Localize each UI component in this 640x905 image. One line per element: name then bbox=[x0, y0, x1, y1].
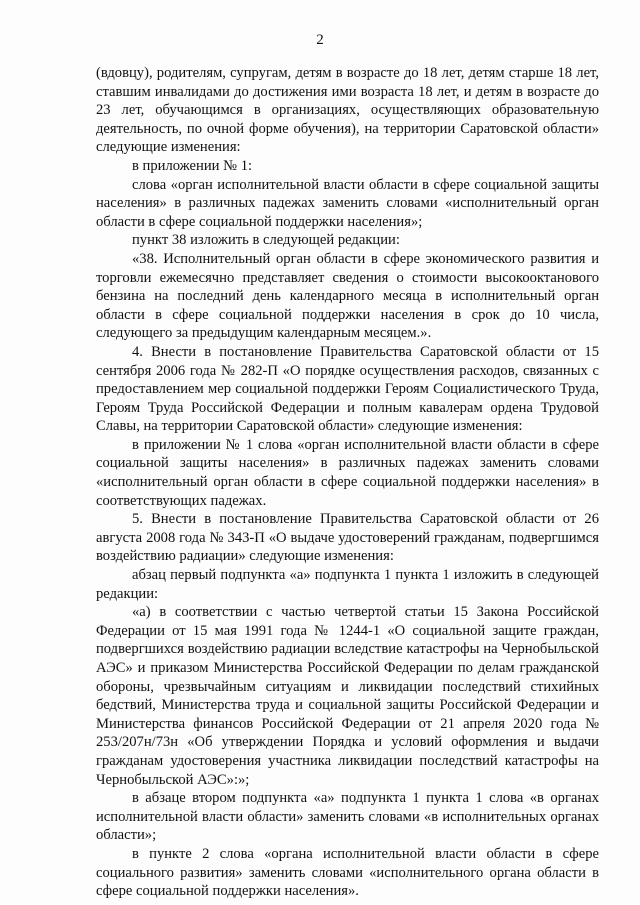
paragraph-6: 4. Внести в постановление Правительства Саратовской области от 15 сентября 2006 года № 282-П «О порядке осуществления расходов, связанных с предоставлением мер социальной поддержки Героям Социалистического Труда, Героям Труда Российской Федерации и полным кавалерам ордена Трудовой Славы, на территории Саратовской области» следующие изменения: bbox=[96, 343, 599, 435]
paragraph-10: «а) в соответствии с частью четвертой статьи 15 Закона Российской Федерации от 15 мая 1991 года № 1244-1 «О социальной защите граждан, подвергшихся воздействию радиации вследствие катастрофы на Чернобыльской АЭС» и приказом Министерства Российской Федерации по делам гражданской обороны, чрезвычайным ситуациям и ликвидации последствий стихийных бедствий, Министерства труда и социальной защиты Российской Федерации и Министерства финансов Российской Федерации от 21 апреля 2020 года № 253/207н/73н «Об утверждении Порядка и условий оформления и выдачи гражданам удостоверения участника ликвидации последствий катастрофы на Чернобыльской АЭС»:»; bbox=[96, 604, 599, 788]
paragraph-9: абзац первый подпункта «а» подпункта 1 пункта 1 изложить в следующей редакции: bbox=[96, 567, 599, 602]
paragraph-11: в абзаце втором подпункта «а» подпункта 1 пункта 1 слова «в органах исполнительной власти области» заменить словами «в исполнительных органах области»; bbox=[96, 790, 599, 844]
paragraph-1: (вдовцу), родителям, супругам, детям в возрасте до 18 лет, детям старше 18 лет, ставшим инвалидами до достижения ими возраста 18 лет, и детям в возрасте до 23 лет, обучающимся в организациях, осуществляющих образовательную деятельность, по очной форме обучения), на территории Саратовской области» следующие изменения: bbox=[96, 65, 599, 156]
paragraph-5: «38. Исполнительный орган области в сфере экономического развития и торговли ежемесячно представляет сведения о стоимости высокооктанового бензина на последний день календарного месяца в исполнительный орган области в сфере социальной поддержки населения в срок до 10 числа, следующего за предыдущим календарным месяцем.». bbox=[96, 250, 599, 342]
document-body bbox=[96, 64, 599, 901]
paragraph-7: в приложении № 1 слова «орган исполнительной власти области в сфере социальной защиты населения» в различных падежах заменить словами «исполнительный орган области в сфере социальной поддержки населения» в соответствующих падежах. bbox=[96, 436, 599, 509]
paragraph-8: 5. Внести в постановление Правительства Саратовской области от 26 августа 2008 года № 343-П «О выдаче удостоверений гражданам, подвергшимся воздействию радиации» следующие изменения: bbox=[96, 511, 599, 565]
paragraph-3: слова «орган исполнительной власти области в сфере социальной защиты населения» в различных падежах заменить словами «исполнительный орган области в сфере социальной поддержки населения»; bbox=[96, 176, 599, 230]
paragraph-12: в пункте 2 слова «органа исполнительной власти области в сфере социального развития» заменить словами «исполнительного органа области в сфере социальной поддержки населения». bbox=[96, 845, 599, 900]
paragraph-4: пункт 38 изложить в следующей редакции: bbox=[132, 232, 400, 249]
page-number: 2 bbox=[316, 32, 324, 48]
paragraph-2: в приложении № 1: bbox=[132, 157, 253, 174]
